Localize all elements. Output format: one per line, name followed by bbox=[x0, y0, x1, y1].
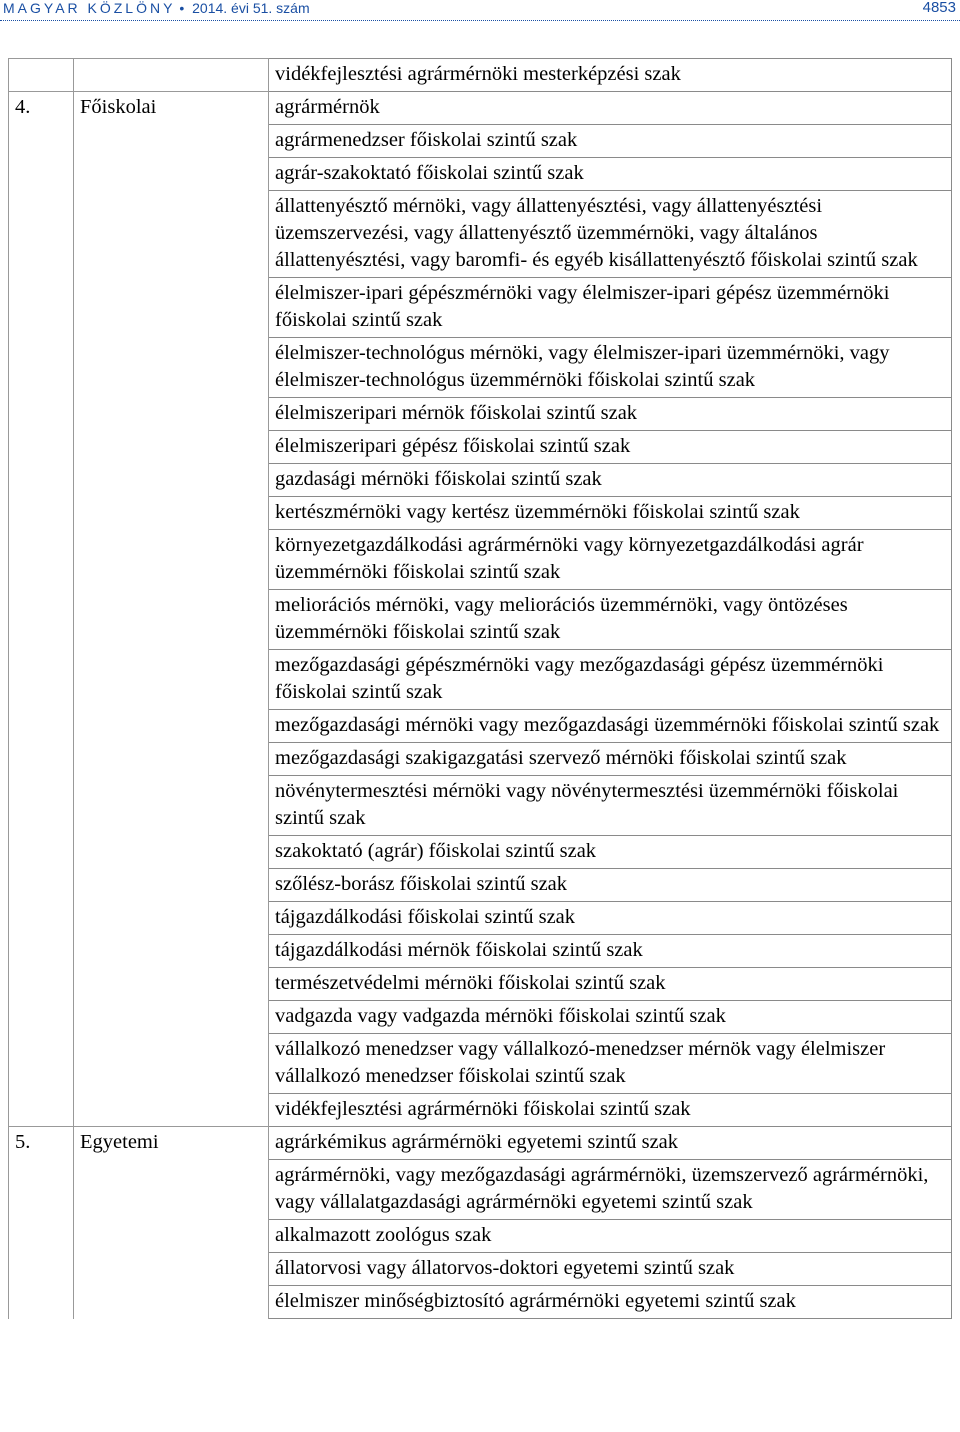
level-cell bbox=[74, 869, 269, 902]
level-cell bbox=[74, 125, 269, 158]
table-row bbox=[9, 710, 952, 743]
table-row bbox=[9, 464, 952, 497]
table-row bbox=[9, 869, 952, 902]
level-cell bbox=[74, 836, 269, 869]
programme-cell: agrármérnök bbox=[269, 92, 952, 125]
row-number-cell bbox=[9, 338, 74, 398]
programme-cell: természetvédelmi mérnöki főiskolai szintű szak bbox=[269, 968, 952, 1001]
table-row bbox=[9, 650, 952, 710]
programme-cell: kertészmérnöki vagy kertész üzemmérnöki főiskolai szintű szak bbox=[269, 497, 952, 530]
table-row bbox=[9, 338, 952, 398]
row-number-cell bbox=[9, 191, 74, 278]
table-row bbox=[9, 776, 952, 836]
programme-cell: agrárkémikus agrármérnöki egyetemi szintű szak bbox=[269, 1127, 952, 1160]
header-bullet: • bbox=[179, 0, 185, 16]
table-row bbox=[9, 1220, 952, 1253]
table-row bbox=[9, 497, 952, 530]
table-row bbox=[9, 278, 952, 338]
level-cell bbox=[74, 650, 269, 710]
level-cell: Főiskolai bbox=[74, 92, 269, 125]
row-number-cell: 4. bbox=[9, 92, 74, 125]
programme-cell: mezőgazdasági gépészmérnöki vagy mezőgazdasági gépész üzemmérnöki főiskolai szintű szak bbox=[269, 650, 952, 710]
level-cell bbox=[74, 1220, 269, 1253]
table-row bbox=[9, 968, 952, 1001]
row-number-cell bbox=[9, 464, 74, 497]
level-cell bbox=[74, 1286, 269, 1319]
programme-cell: vadgazda vagy vadgazda mérnöki főiskolai szintű szak bbox=[269, 1001, 952, 1034]
row-number-cell bbox=[9, 398, 74, 431]
programme-cell: állatorvosi vagy állatorvos-doktori egyetemi szintű szak bbox=[269, 1253, 952, 1286]
row-number-cell bbox=[9, 590, 74, 650]
level-cell: Egyetemi bbox=[74, 1127, 269, 1160]
table-row bbox=[9, 431, 952, 464]
table-row bbox=[9, 836, 952, 869]
programme-cell: élelmiszer-ipari gépészmérnöki vagy élelmiszer-ipari gépész üzemmérnöki főiskolai szintű szak bbox=[269, 278, 952, 338]
programme-cell: állattenyésztő mérnöki, vagy állattenyésztési, vagy állattenyésztési üzemszervezési, vagy állattenyésztő üzemmérnöki, vagy általános állattenyésztési, vagy baromfi- és egyéb kisállattenyésztő főiskolai szintű szak bbox=[269, 191, 952, 278]
programme-cell: tájgazdálkodási mérnök főiskolai szintű szak bbox=[269, 935, 952, 968]
row-number-cell bbox=[9, 710, 74, 743]
programme-cell: agrár-szakoktató főiskolai szintű szak bbox=[269, 158, 952, 191]
programme-cell: szőlész-borász főiskolai szintű szak bbox=[269, 869, 952, 902]
programme-cell: vidékfejlesztési agrármérnöki főiskolai szintű szak bbox=[269, 1094, 952, 1127]
table-row bbox=[9, 935, 952, 968]
programme-cell: gazdasági mérnöki főiskolai szintű szak bbox=[269, 464, 952, 497]
table-row bbox=[9, 1094, 952, 1127]
row-number-cell bbox=[9, 650, 74, 710]
row-number-cell bbox=[9, 158, 74, 191]
programme-cell: növénytermesztési mérnöki vagy növénytermesztési üzemmérnöki főiskolai szintű szak bbox=[269, 776, 952, 836]
row-number-cell bbox=[9, 278, 74, 338]
level-cell bbox=[74, 398, 269, 431]
row-number-cell bbox=[9, 869, 74, 902]
row-number-cell bbox=[9, 743, 74, 776]
level-cell bbox=[74, 278, 269, 338]
row-number-cell bbox=[9, 1094, 74, 1127]
level-cell bbox=[74, 935, 269, 968]
programme-cell: mezőgazdasági szakigazgatási szervező mérnöki főiskolai szintű szak bbox=[269, 743, 952, 776]
table-row bbox=[9, 92, 952, 125]
table-row bbox=[9, 902, 952, 935]
table-row bbox=[9, 398, 952, 431]
row-number-cell bbox=[9, 125, 74, 158]
row-number-cell bbox=[9, 1034, 74, 1094]
programme-cell: tájgazdálkodási főiskolai szintű szak bbox=[269, 902, 952, 935]
row-number-cell bbox=[9, 1160, 74, 1220]
level-cell bbox=[74, 59, 269, 92]
table-row bbox=[9, 191, 952, 278]
row-number-cell bbox=[9, 902, 74, 935]
row-number-cell bbox=[9, 59, 74, 92]
programme-cell: szakoktató (agrár) főiskolai szintű szak bbox=[269, 836, 952, 869]
programme-table bbox=[8, 58, 952, 1319]
level-cell bbox=[74, 776, 269, 836]
row-number-cell bbox=[9, 1220, 74, 1253]
level-cell bbox=[74, 710, 269, 743]
level-cell bbox=[74, 431, 269, 464]
level-cell bbox=[74, 530, 269, 590]
programme-cell: mezőgazdasági mérnöki vagy mezőgazdasági üzemmérnöki főiskolai szintű szak bbox=[269, 710, 952, 743]
level-cell bbox=[74, 968, 269, 1001]
issue-label: 2014. évi 51. szám bbox=[192, 0, 310, 16]
level-cell bbox=[74, 1160, 269, 1220]
level-cell bbox=[74, 158, 269, 191]
table-row bbox=[9, 743, 952, 776]
row-number-cell bbox=[9, 1001, 74, 1034]
table-row bbox=[9, 1160, 952, 1220]
programme-cell: élelmiszer-technológus mérnöki, vagy élelmiszer-ipari üzemmérnöki, vagy élelmiszer-technológus üzemmérnöki főiskolai szintű szak bbox=[269, 338, 952, 398]
row-number-cell bbox=[9, 776, 74, 836]
row-number-cell bbox=[9, 497, 74, 530]
level-cell bbox=[74, 902, 269, 935]
level-cell bbox=[74, 1001, 269, 1034]
level-cell bbox=[74, 1094, 269, 1127]
level-cell bbox=[74, 1253, 269, 1286]
row-number-cell bbox=[9, 1253, 74, 1286]
programme-cell: élelmiszeripari gépész főiskolai szintű szak bbox=[269, 431, 952, 464]
programme-cell: agrármenedzser főiskolai szintű szak bbox=[269, 125, 952, 158]
table-row bbox=[9, 1253, 952, 1286]
level-cell bbox=[74, 497, 269, 530]
header-divider bbox=[0, 20, 960, 21]
row-number-cell bbox=[9, 968, 74, 1001]
table-row bbox=[9, 1286, 952, 1319]
level-cell bbox=[74, 338, 269, 398]
programme-cell: élelmiszer minőségbiztosító agrármérnöki egyetemi szintű szak bbox=[269, 1286, 952, 1319]
programme-cell: környezetgazdálkodási agrármérnöki vagy környezetgazdálkodási agrár üzemmérnöki főiskolai szintű szak bbox=[269, 530, 952, 590]
programme-cell: vállalkozó menedzser vagy vállalkozó-menedzser mérnök vagy élelmiszer vállalkozó menedzser főiskolai szintű szak bbox=[269, 1034, 952, 1094]
row-number-cell bbox=[9, 935, 74, 968]
journal-title: MAGYAR KÖZLÖNY bbox=[3, 0, 176, 16]
level-cell bbox=[74, 743, 269, 776]
level-cell bbox=[74, 464, 269, 497]
table-row bbox=[9, 125, 952, 158]
programme-cell: meliorációs mérnöki, vagy meliorációs üzemmérnöki, vagy öntözéses üzemmérnöki főiskolai szintű szak bbox=[269, 590, 952, 650]
table-row bbox=[9, 1034, 952, 1094]
running-head bbox=[0, 0, 960, 18]
row-number-cell: 5. bbox=[9, 1127, 74, 1160]
programme-cell: agrármérnöki, vagy mezőgazdasági agrármérnöki, üzemszervező agrármérnöki, vagy vállalatgazdasági agrármérnöki egyetemi szintű szak bbox=[269, 1160, 952, 1220]
row-number-cell bbox=[9, 530, 74, 590]
programme-cell: élelmiszeripari mérnök főiskolai szintű szak bbox=[269, 398, 952, 431]
table-row bbox=[9, 1001, 952, 1034]
page-number: 4853 bbox=[922, 0, 956, 16]
row-number-cell bbox=[9, 836, 74, 869]
running-head-left bbox=[3, 0, 310, 16]
level-cell bbox=[74, 1034, 269, 1094]
row-number-cell bbox=[9, 431, 74, 464]
programme-cell: vidékfejlesztési agrármérnöki mesterképzési szak bbox=[269, 59, 952, 92]
table-row bbox=[9, 530, 952, 590]
level-cell bbox=[74, 590, 269, 650]
programme-table-body bbox=[9, 59, 952, 1319]
table-row bbox=[9, 1127, 952, 1160]
programme-cell: alkalmazott zoológus szak bbox=[269, 1220, 952, 1253]
table-row bbox=[9, 59, 952, 92]
table-row bbox=[9, 158, 952, 191]
level-cell bbox=[74, 191, 269, 278]
row-number-cell bbox=[9, 1286, 74, 1319]
table-row bbox=[9, 590, 952, 650]
